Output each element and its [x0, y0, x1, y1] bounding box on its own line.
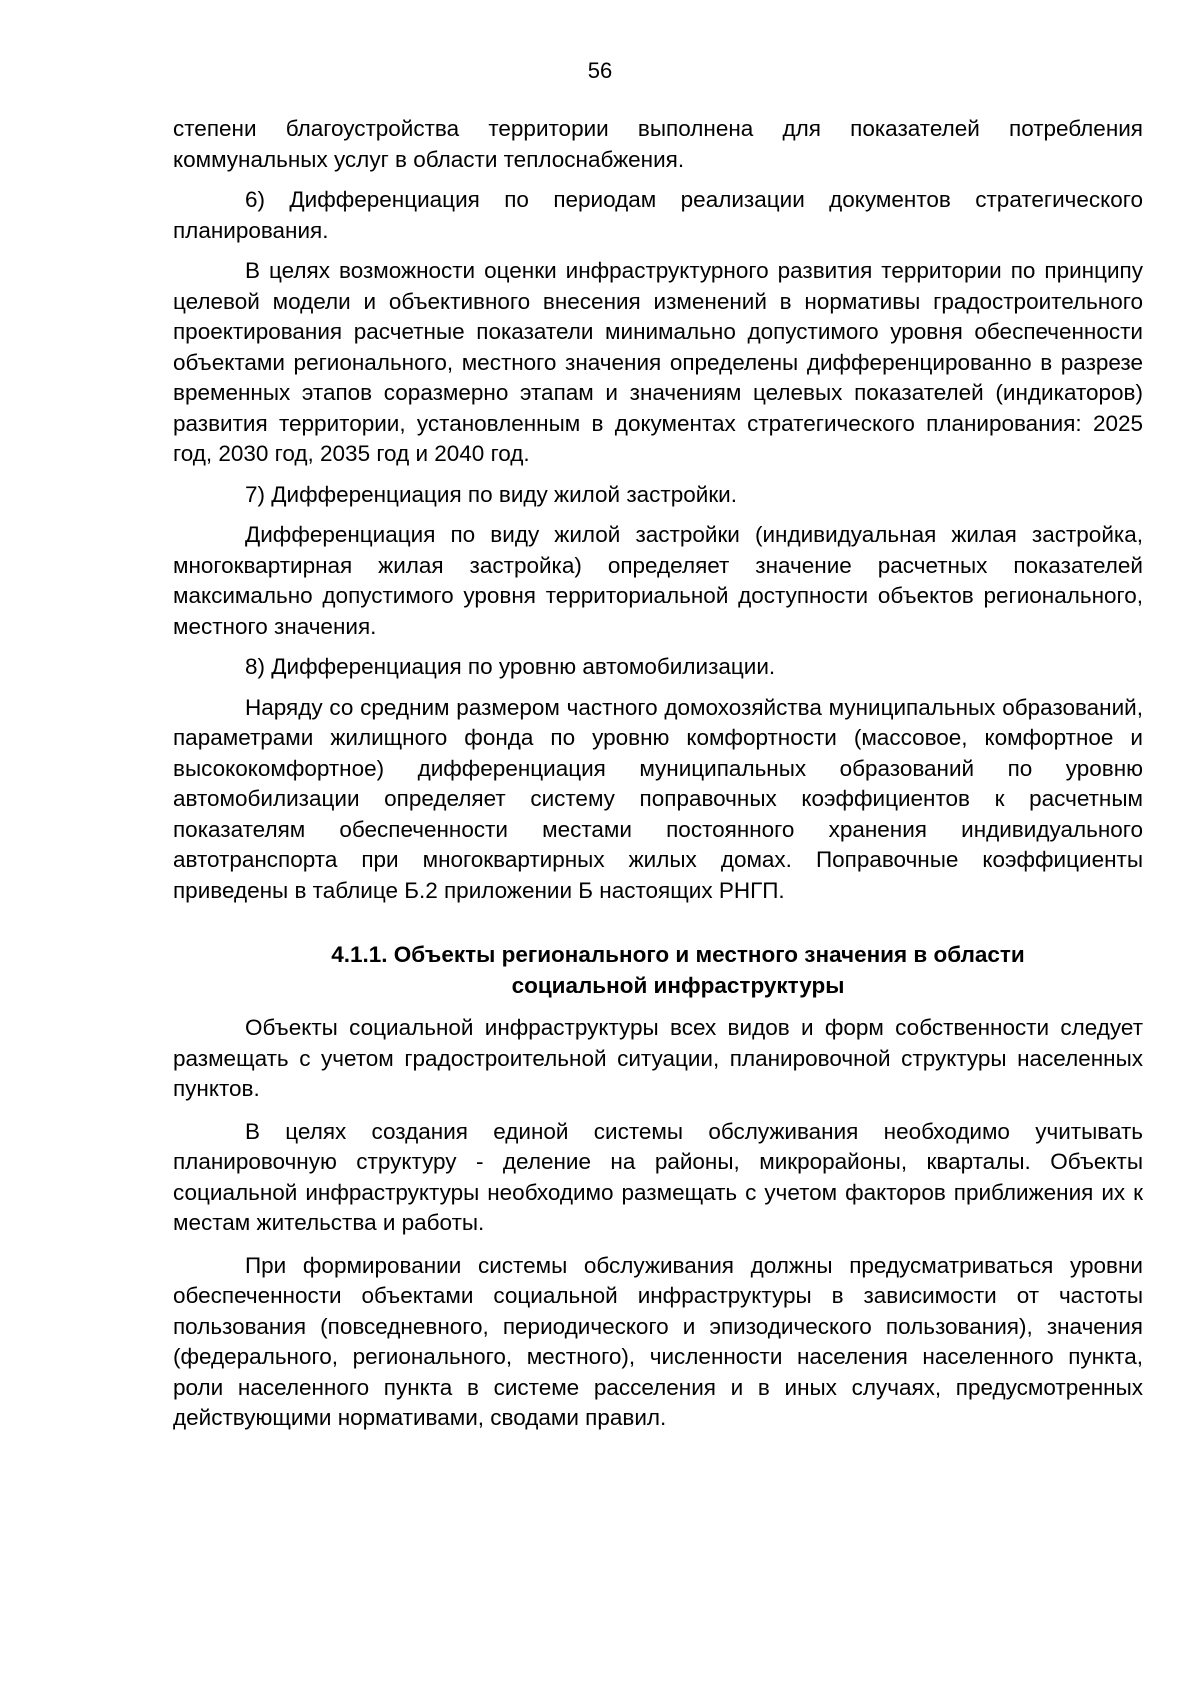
page-body: [173, 114, 1143, 1434]
paragraph-residential-type: Дифференциация по виду жилой застройки (индивидуальная жилая застройка, многоквартирная жилая застройка) определяет значение расчетных показателей максимально допустимого уровня территориальной доступности объектов регионального, местного значения.: [173, 522, 1143, 639]
paragraph-continuation: степени благоустройства территории выполнена для показателей потребления коммунальных услуг в области теплоснабжения.: [173, 116, 1143, 172]
paragraph-service-system: В целях создания единой системы обслуживания необходимо учитывать планировочную структуру - деление на районы, микрорайоны, кварталы. Объекты социальной инфраструктуры необходимо размещать с учетом факторов приближения их к местам жительства и работы.: [173, 1118, 1143, 1235]
paragraph-social-placement: Объекты социальной инфраструктуры всех видов и форм собственности следует размещать с учетом градостроительной ситуации, планировочной структуры населенных пунктов.: [173, 1015, 1143, 1101]
paragraph-item-7: 7) Дифференциация по виду жилой застройки.: [245, 481, 737, 507]
paragraph-strategic-planning: В целях возможности оценки инфраструктурного развития территории по принципу целевой модели и объективного внесения изменений в нормативы градостроительного проектирования расчетные показатели минимально допустимого уровня обеспеченности объектами регионального, местного значения определены дифференцированно в разрезе временных этапов соразмерно этапам и значениям целевых показателей (индикаторов) развития территории, установленным в документах стратегического планирования: 2025 год, 2030 год, 2035 год и 2040 год.: [173, 258, 1143, 466]
paragraph-item-8: 8) Дифференциация по уровню автомобилизации.: [245, 654, 776, 679]
paragraph-service-levels: При формировании системы обслуживания должны предусматриваться уровни обеспеченности объектами социальной инфраструктуры в зависимости от частоты пользования (повседневного, периодического и эпизодического пользования), значения (федерального, регионального, местного), численности населения населенного пункта, роли населенного пункта в системе расселения и в иных случаях, предусмотренных действующими нормативами, сводами правил.: [173, 1252, 1143, 1430]
section-heading-line-1: 4.1.1. Объекты регионального и местного значения в области: [331, 942, 1025, 967]
paragraph-item-6: 6) Дифференциация по периодам реализации документов стратегического планирования.: [173, 187, 1143, 243]
page-number: 56: [587, 58, 613, 83]
section-heading: [173, 940, 1143, 1001]
paragraph-motorization: Наряду со средним размером частного домохозяйства муниципальных образований, параметрами жилищного фонда по уровню комфортности (массовое, комфортное и высококомфортное) дифференциация муниципальных образований по уровню автомобилизации определяет систему поправочных коэффициентов к расчетным показателям обеспеченности местами постоянного хранения индивидуального автотранспорта при многоквартирных жилых домах. Поправочные коэффициенты приведены в таблице Б.2 приложении Б настоящих РНГП.: [173, 694, 1143, 903]
section-heading-line-2: социальной инфраструктуры: [511, 972, 845, 998]
